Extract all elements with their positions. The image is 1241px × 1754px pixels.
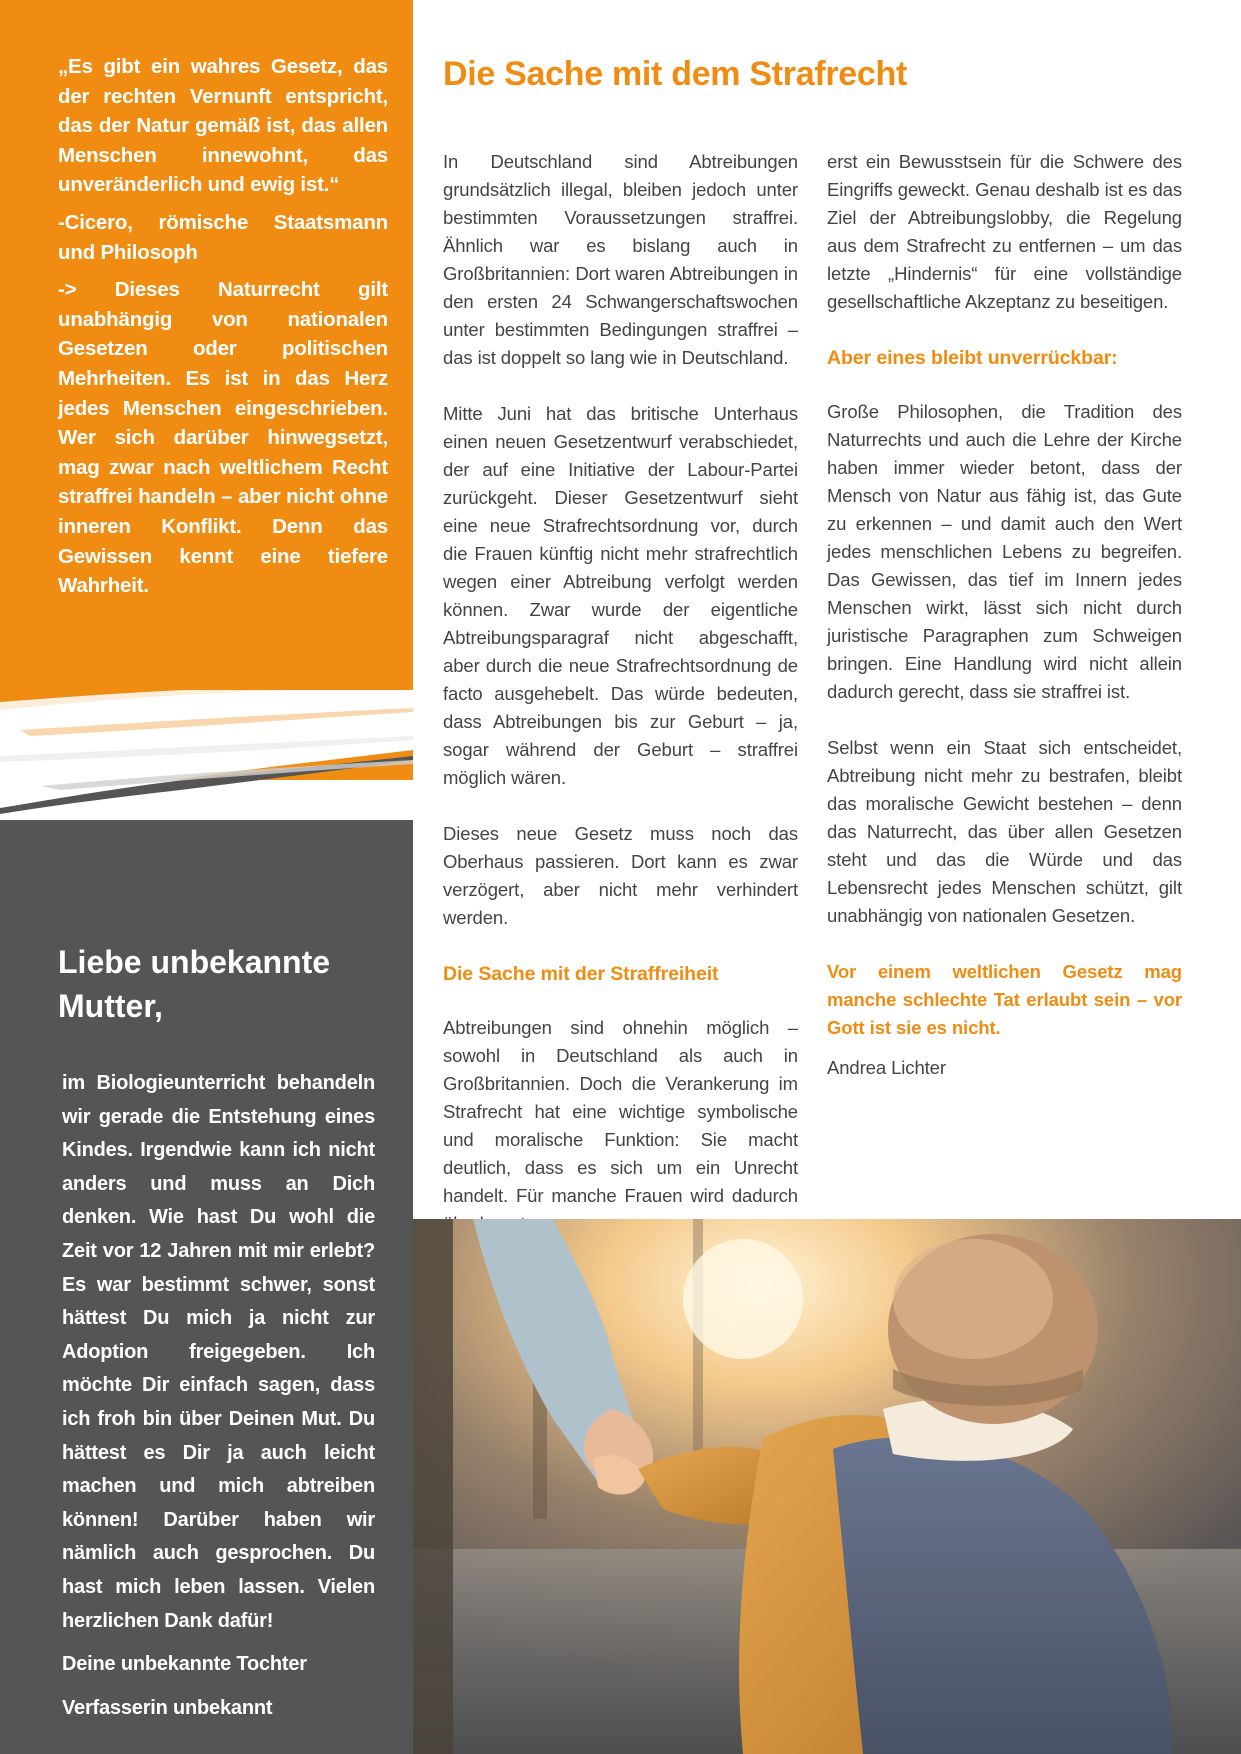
photo-parent-child-holding-hands [413,1219,1241,1754]
cicero-quote-box [58,52,388,609]
section-heading-straffreiheit: Die Sache mit der Straffreiheit [443,963,719,985]
article-paragraph: erst ein Bewusstsein für die Schwere des Eingriffs geweckt. Genau deshalb ist es das Ziel der Abtreibungslobby, die Regelung aus dem Strafrecht zu entfernen – um das letzte „Hindernis“ für eine vollständige gesellschaftliche Akzeptanz zu beseitigen. [827,151,1182,312]
article-paragraph: Mitte Juni hat das britische Unterhaus einen neuen Gesetzentwurf verabschiedet, der auf eine Initiative der Labour-Partei zurückgeht. Dieser Gesetzentwurf sieht eine neue Strafrechtsordnung vor, durch die Frauen künftig nicht mehr strafrechtlich wegen einer Abtreibung verfolgt werden können. Zwar wurde der eigentliche Abtreibungsparagraf nicht abgeschafft, aber durch die neue Strafrechtsordnung de facto ausgehebelt. Das würde bedeuten, dass Abtreibungen bis zur Geburt – ja, sogar während der Geburt – straffrei möglich wären. [443,403,798,788]
section-heading-unverrueckbar: Aber eines bleibt unverrückbar: [827,347,1118,369]
letter-title [58,940,388,1028]
article-paragraph: In Deutschland sind Abtreibungen grundsätzlich illegal, bleiben jedoch unter bestimmten Voraussetzungen straffrei. Ähnlich war es bislang auch in Großbritannien: Dort waren Abtreibungen in den ersten 24 Schwangerschaftswochen unter bestimmten Bedingungen straffrei – das ist doppelt so lang wie in Deutschland. [443,151,798,368]
sidebar [0,0,413,1754]
quote-commentary: -> Dieses Naturrecht gilt unabhängig von nationalen Gesetzen oder politischen Mehrheiten. Es ist in das Herz jedes Menschen eingeschrieben. Wer sich darüber hinwegsetzt, mag zwar nach weltlichem Recht straffrei handeln – aber nicht ohne inneren Konflikt. Denn das Gewissen kennt eine tiefere Wahrheit. [58,278,388,598]
article-paragraph: Große Philosophen, die Tradition des Naturrechts und auch die Lehre der Kirche haben immer wieder betont, dass der Mensch von Natur aus fähig ist, das Gute zu erkennen – und damit auch den Wert jedes menschlichen Lebens zu begreifen. Das Gewissen, das tief im Innern jedes Menschen wirkt, lässt sich nicht durch juristische Paragraphen zum Schweigen bringen. Eine Handlung wird nicht allein dadurch gerecht, dass sie straffrei ist. [827,401,1182,702]
article-paragraph: Dieses neue Gesetz muss noch das Oberhaus passieren. Dort kann es zwar verzögert, aber nicht mehr verhindert werden. [443,823,798,928]
letter-signature: Deine unbekannte Tochter [62,1653,307,1676]
quote-text: „Es gibt ein wahres Gesetz, das der rechten Vernunft entspricht, das der Natur gemäß ist, das allen Menschen innewohnt, das unveränderlich und ewig ist.“ [58,55,388,197]
letter-author: Verfasserin unbekannt [62,1696,273,1719]
article-author: Andrea Lichter [827,1057,946,1078]
article-paragraph: Selbst wenn ein Staat sich entscheidet, Abtreibung nicht mehr zu bestrafen, bleibt das moralische Gewicht bestehen – denn das Naturrecht, das über allen Gesetzen steht und das die Würde und das Lebensrecht jedes Menschen schützt, gilt unabhängig von nationalen Gesetzen. [827,737,1182,926]
article-emphasis: Vor einem weltlichen Gesetz mag manche schlechte Tat erlaubt sein – vor Gott ist sie es nicht. [827,961,1182,1038]
letter-body [62,1067,375,1735]
letter-text: im Biologieunterricht behandeln wir gerade die Entstehung eines Kindes. Irgendwie kann ich nicht anders und muss an Dich denken. Wie hast Du wohl die Zeit vor 12 Jahren mit mir erlebt? Es war bestimmt schwer, sonst hättest Du mich ja nicht zur Adoption freigegeben. Ich möchte Dir einfach sagen, dass ich froh bin über Deinen Mut. Du hättest es Dir ja auch leicht machen und mich abtreiben können! Darüber haben wir nämlich auch gesprochen. Du hast mich leben lassen. Vielen herzlichen Dank dafür! [62,1072,375,1632]
brush-stroke-divider [0,690,413,890]
article-paragraph: Abtreibungen sind ohnehin möglich – sowohl in Deutschland als auch in Großbritannien. Doch die Verankerung im Strafrecht hat eine wichtige symbolische und moralische Funktion: Sie macht deutlich, dass es sich um ein Unrecht handelt. Für manche Frauen wird dadurch [443,1017,798,1206]
letter-title-line-2: Mutter, [58,988,163,1024]
article-column-right [827,148,1182,1110]
letter-title-line-1: Liebe unbekannte [58,944,331,980]
article-column-left [443,148,798,1266]
article-title: Die Sache mit dem Strafrecht [443,55,907,93]
quote-attribution: -Cicero, römische Staatsmann und Philosoph [58,210,388,264]
